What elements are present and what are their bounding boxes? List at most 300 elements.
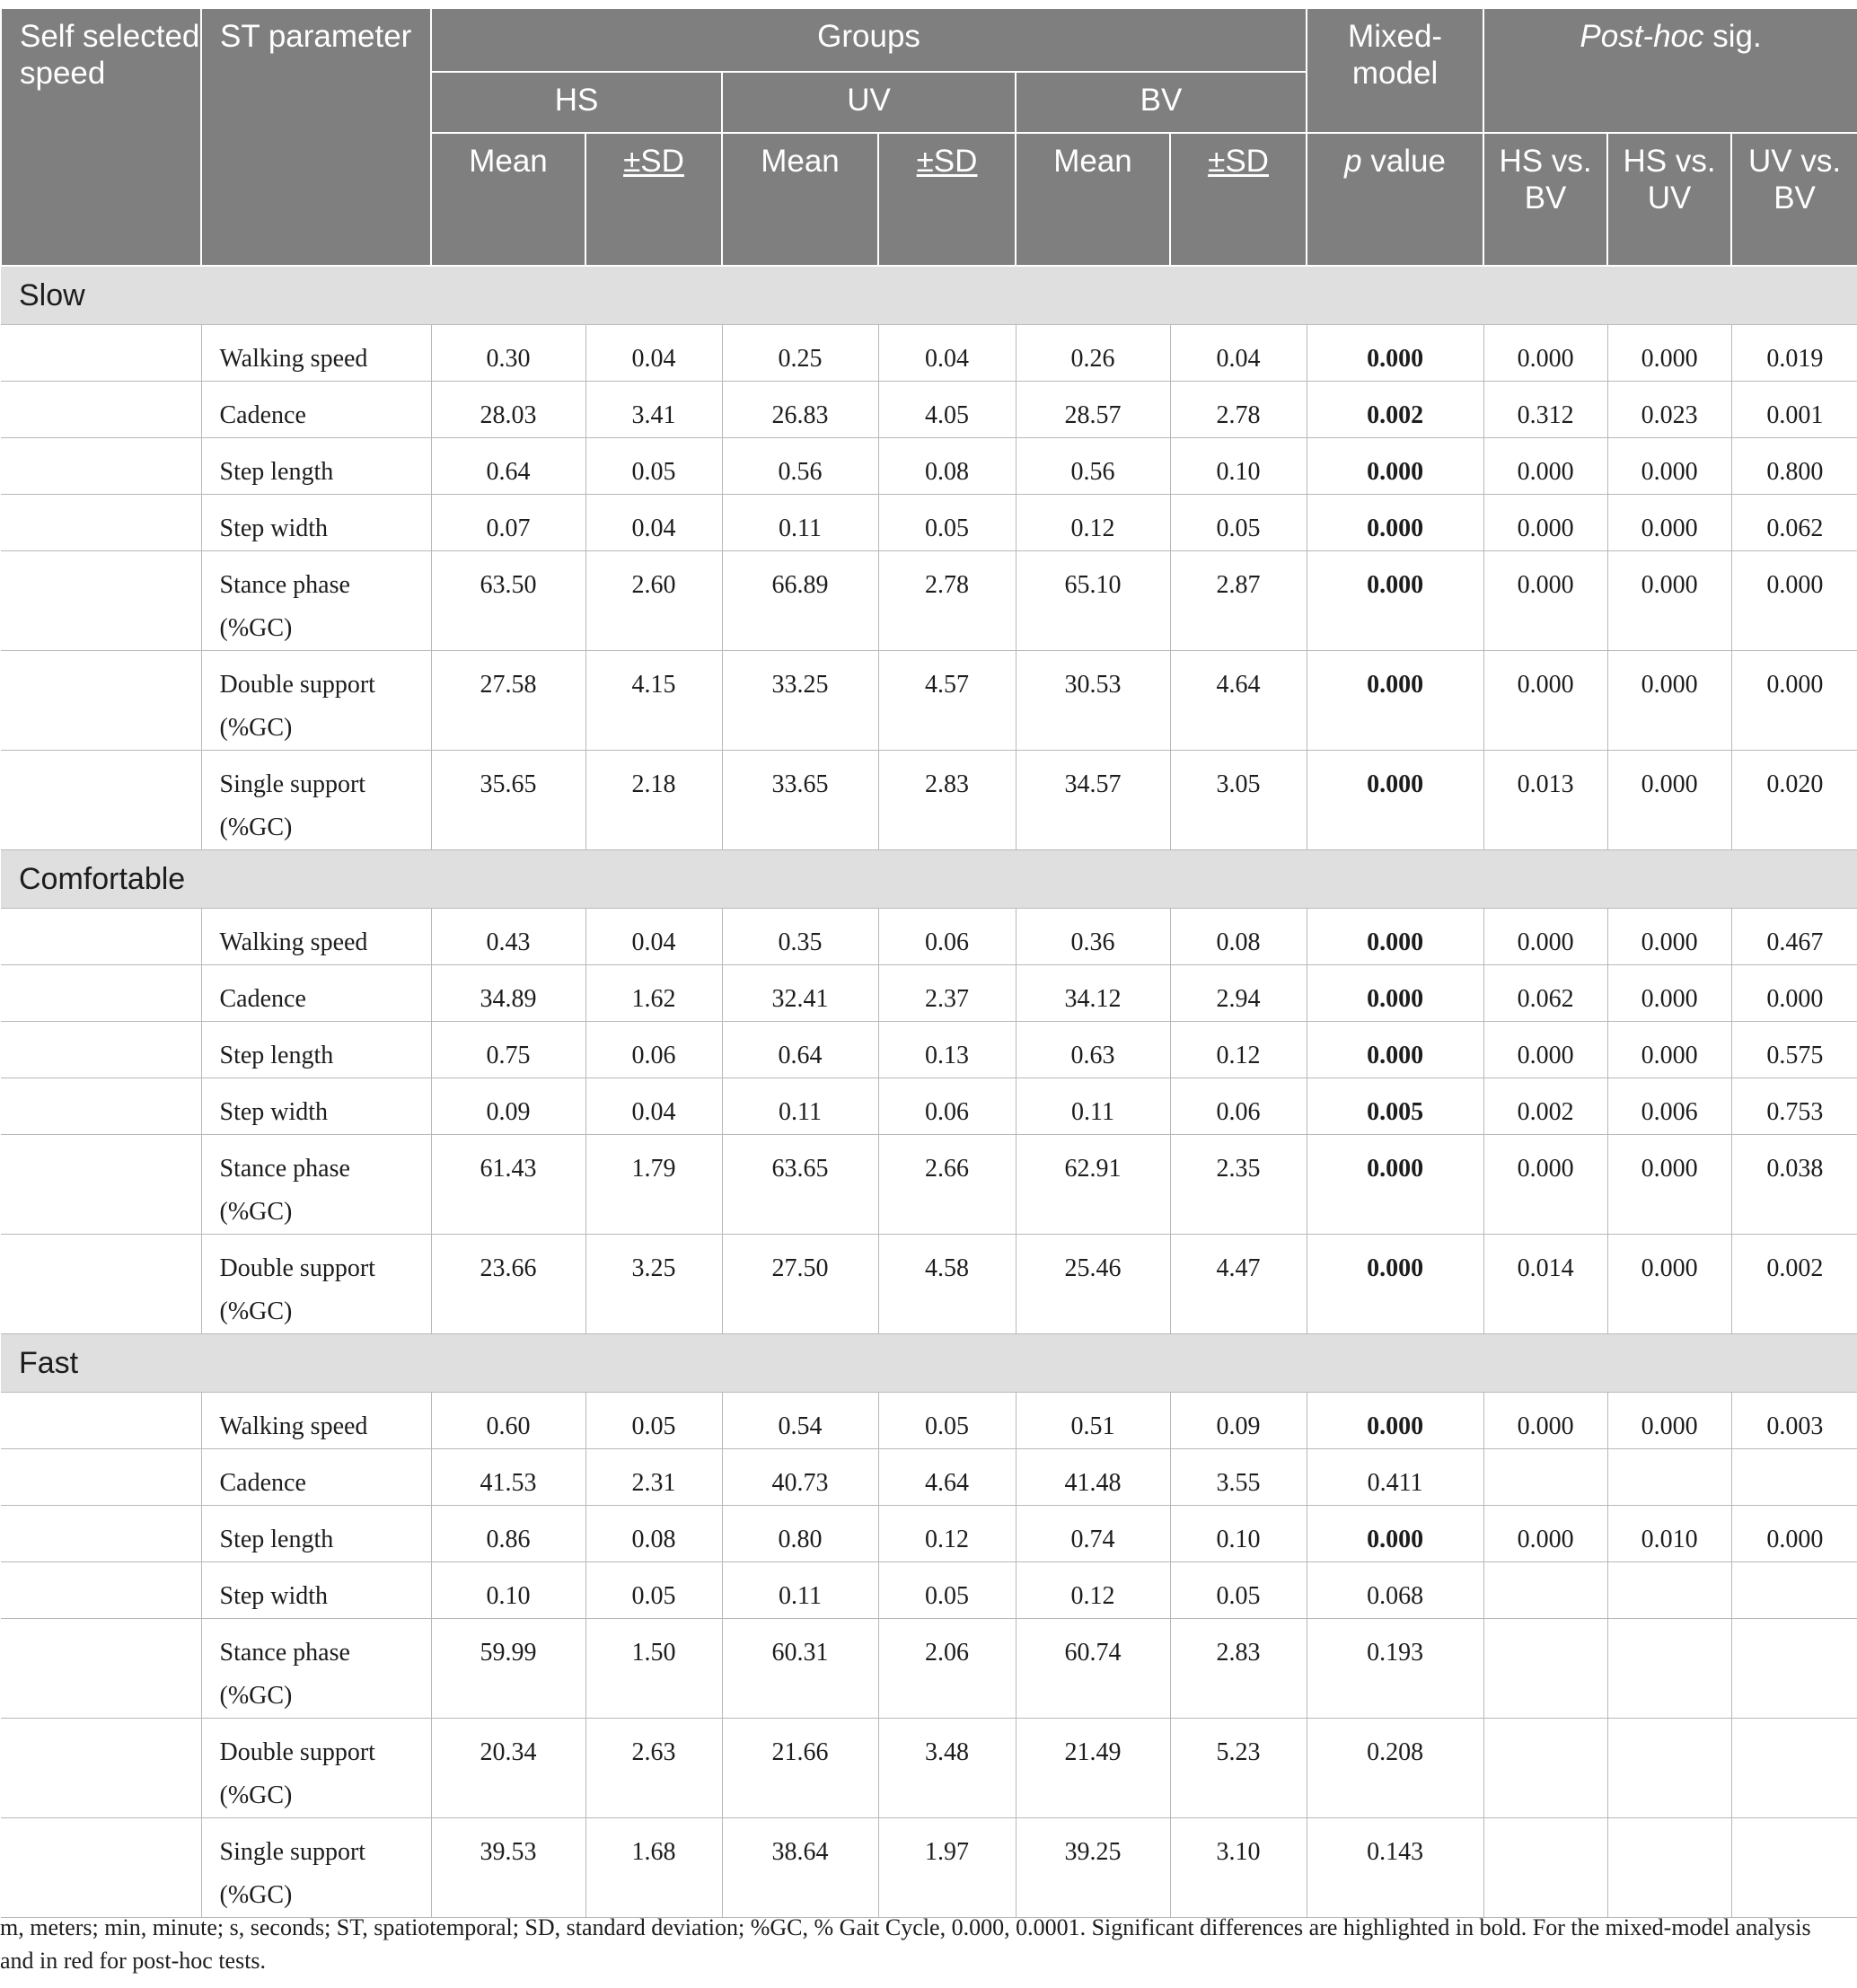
speed-cell bbox=[1, 1719, 201, 1818]
header-mixed-model: Mixed-model bbox=[1307, 8, 1483, 133]
posthoc-uv-vs-bv-cell: 0.753 bbox=[1731, 1078, 1857, 1135]
st-parameter-cell bbox=[201, 1393, 431, 1449]
hs-mean-cell: 0.64 bbox=[431, 438, 585, 495]
table-row bbox=[1, 1719, 1857, 1818]
uv-mean-cell: 33.65 bbox=[722, 751, 878, 850]
uv-mean-cell: 0.25 bbox=[722, 325, 878, 382]
uv-mean-cell: 0.11 bbox=[722, 1562, 878, 1619]
hs-mean-cell: 27.58 bbox=[431, 651, 585, 751]
uv-mean-cell: 32.41 bbox=[722, 965, 878, 1022]
posthoc-hs-vs-uv-cell bbox=[1607, 1619, 1731, 1719]
bv-sd-cell: 0.10 bbox=[1170, 438, 1307, 495]
header-bv-sd bbox=[1170, 133, 1307, 266]
uv-mean-cell: 0.11 bbox=[722, 1078, 878, 1135]
table-row bbox=[1, 1619, 1857, 1719]
hs-mean-cell: 61.43 bbox=[431, 1135, 585, 1235]
table-row bbox=[1, 551, 1857, 651]
st-parameter-cell bbox=[201, 965, 431, 1022]
table-row bbox=[1, 1506, 1857, 1562]
uv-sd-cell: 4.58 bbox=[878, 1235, 1016, 1334]
table-row bbox=[1, 1135, 1857, 1235]
section-row bbox=[1, 850, 1857, 909]
bv-mean-cell: 41.48 bbox=[1016, 1449, 1170, 1506]
st-parameter-unit: (%GC) bbox=[219, 1198, 293, 1226]
hs-mean-cell: 0.07 bbox=[431, 495, 585, 551]
posthoc-uv-vs-bv-cell: 0.000 bbox=[1731, 965, 1857, 1022]
mixed-model-p-cell: 0.000 bbox=[1307, 325, 1483, 382]
bv-sd-cell: 4.47 bbox=[1170, 1235, 1307, 1334]
speed-cell bbox=[1, 651, 201, 751]
st-parameter-label: Stance phase bbox=[219, 1155, 350, 1183]
posthoc-hs-vs-bv-cell: 0.000 bbox=[1483, 551, 1607, 651]
st-parameter-cell bbox=[201, 1022, 431, 1078]
section-row bbox=[1, 266, 1857, 325]
posthoc-hs-vs-bv-cell: 0.000 bbox=[1483, 438, 1607, 495]
bv-mean-cell: 0.11 bbox=[1016, 1078, 1170, 1135]
posthoc-hs-vs-uv-cell bbox=[1607, 1719, 1731, 1818]
uv-sd-cell: 1.97 bbox=[878, 1818, 1016, 1918]
posthoc-uv-vs-bv-cell: 0.001 bbox=[1731, 382, 1857, 438]
bv-sd-cell: 0.06 bbox=[1170, 1078, 1307, 1135]
st-parameter-label: Cadence bbox=[219, 985, 306, 1013]
posthoc-hs-vs-uv-cell: 0.000 bbox=[1607, 325, 1731, 382]
hs-mean-cell: 39.53 bbox=[431, 1818, 585, 1918]
bv-sd-cell: 3.55 bbox=[1170, 1449, 1307, 1506]
bv-mean-cell: 28.57 bbox=[1016, 382, 1170, 438]
mixed-model-p-cell: 0.000 bbox=[1307, 1235, 1483, 1334]
posthoc-hs-vs-bv-cell: 0.000 bbox=[1483, 1393, 1607, 1449]
hs-mean-cell: 0.09 bbox=[431, 1078, 585, 1135]
posthoc-uv-vs-bv-cell: 0.002 bbox=[1731, 1235, 1857, 1334]
hs-sd-cell: 1.68 bbox=[585, 1818, 722, 1918]
st-parameter-unit: (%GC) bbox=[219, 714, 293, 742]
posthoc-hs-vs-bv-cell bbox=[1483, 1562, 1607, 1619]
bv-sd-cell: 2.78 bbox=[1170, 382, 1307, 438]
st-parameter-label: Walking speed bbox=[219, 1412, 368, 1440]
table-row bbox=[1, 495, 1857, 551]
mixed-model-p-cell: 0.000 bbox=[1307, 965, 1483, 1022]
st-parameter-label: Walking speed bbox=[219, 345, 368, 373]
bv-mean-cell: 0.51 bbox=[1016, 1393, 1170, 1449]
speed-cell bbox=[1, 382, 201, 438]
mixed-model-p-cell: 0.143 bbox=[1307, 1818, 1483, 1918]
posthoc-hs-vs-uv-cell: 0.000 bbox=[1607, 1235, 1731, 1334]
bv-mean-cell: 0.12 bbox=[1016, 495, 1170, 551]
posthoc-hs-vs-uv-cell: 0.000 bbox=[1607, 1022, 1731, 1078]
header-hs-sd-label: ±SD bbox=[623, 144, 684, 179]
hs-sd-cell: 3.25 bbox=[585, 1235, 722, 1334]
st-parameter-cell bbox=[201, 551, 431, 651]
bv-sd-cell: 0.12 bbox=[1170, 1022, 1307, 1078]
mixed-model-p-cell: 0.000 bbox=[1307, 495, 1483, 551]
hs-sd-cell: 0.06 bbox=[585, 1022, 722, 1078]
hs-mean-cell: 0.30 bbox=[431, 325, 585, 382]
posthoc-uv-vs-bv-cell bbox=[1731, 1719, 1857, 1818]
posthoc-hs-vs-uv-cell: 0.000 bbox=[1607, 495, 1731, 551]
st-parameter-label: Double support bbox=[219, 1738, 375, 1766]
st-parameter-label: Step length bbox=[219, 1526, 334, 1553]
hs-mean-cell: 0.43 bbox=[431, 909, 585, 965]
st-parameter-cell bbox=[201, 651, 431, 751]
posthoc-hs-vs-uv-cell: 0.000 bbox=[1607, 551, 1731, 651]
posthoc-uv-vs-bv-cell: 0.800 bbox=[1731, 438, 1857, 495]
bv-sd-cell: 2.87 bbox=[1170, 551, 1307, 651]
table-row bbox=[1, 438, 1857, 495]
header-uv-vs-bv: UV vs. BV bbox=[1731, 133, 1857, 266]
mixed-model-p-cell: 0.000 bbox=[1307, 909, 1483, 965]
hs-sd-cell: 2.60 bbox=[585, 551, 722, 651]
speed-cell bbox=[1, 1506, 201, 1562]
speed-cell bbox=[1, 1135, 201, 1235]
posthoc-hs-vs-bv-cell: 0.000 bbox=[1483, 1506, 1607, 1562]
bv-sd-cell: 2.94 bbox=[1170, 965, 1307, 1022]
uv-sd-cell: 2.06 bbox=[878, 1619, 1016, 1719]
hs-mean-cell: 0.10 bbox=[431, 1562, 585, 1619]
speed-cell bbox=[1, 1619, 201, 1719]
speed-cell bbox=[1, 495, 201, 551]
bv-sd-cell: 0.04 bbox=[1170, 325, 1307, 382]
bv-sd-cell: 0.08 bbox=[1170, 909, 1307, 965]
st-parameter-label: Stance phase bbox=[219, 1639, 350, 1667]
speed-cell bbox=[1, 1562, 201, 1619]
hs-mean-cell: 23.66 bbox=[431, 1235, 585, 1334]
posthoc-hs-vs-bv-cell: 0.062 bbox=[1483, 965, 1607, 1022]
table-row bbox=[1, 751, 1857, 850]
posthoc-uv-vs-bv-cell: 0.038 bbox=[1731, 1135, 1857, 1235]
speed-cell bbox=[1, 1818, 201, 1918]
section-label: Slow bbox=[1, 266, 1857, 325]
hs-sd-cell: 0.05 bbox=[585, 1562, 722, 1619]
hs-sd-cell: 2.18 bbox=[585, 751, 722, 850]
st-parameter-label: Single support bbox=[219, 1838, 366, 1866]
posthoc-hs-vs-uv-cell: 0.000 bbox=[1607, 965, 1731, 1022]
posthoc-hs-vs-uv-cell: 0.010 bbox=[1607, 1506, 1731, 1562]
uv-sd-cell: 4.05 bbox=[878, 382, 1016, 438]
uv-mean-cell: 21.66 bbox=[722, 1719, 878, 1818]
bv-mean-cell: 0.74 bbox=[1016, 1506, 1170, 1562]
header-group-hs: HS bbox=[431, 72, 722, 133]
uv-mean-cell: 60.31 bbox=[722, 1619, 878, 1719]
speed-cell bbox=[1, 1393, 201, 1449]
posthoc-uv-vs-bv-cell: 0.003 bbox=[1731, 1393, 1857, 1449]
hs-sd-cell: 0.04 bbox=[585, 325, 722, 382]
posthoc-uv-vs-bv-cell bbox=[1731, 1619, 1857, 1719]
st-parameter-cell bbox=[201, 1619, 431, 1719]
bv-sd-cell: 5.23 bbox=[1170, 1719, 1307, 1818]
uv-sd-cell: 2.37 bbox=[878, 965, 1016, 1022]
bv-sd-cell: 2.83 bbox=[1170, 1619, 1307, 1719]
st-parameter-label: Step length bbox=[219, 1042, 334, 1069]
st-parameter-cell bbox=[201, 382, 431, 438]
st-parameter-label: Double support bbox=[219, 1254, 375, 1282]
uv-sd-cell: 0.13 bbox=[878, 1022, 1016, 1078]
footnote-line-1: m, meters; min, minute; s, seconds; ST, spatiotemporal; SD, standard deviation; %GC, % Gait Cycle, 0.000, 0.0001. Significant differences are highlighted in bold. For the mixed-model analysis bbox=[0, 1914, 1811, 1940]
bv-mean-cell: 0.26 bbox=[1016, 325, 1170, 382]
posthoc-uv-vs-bv-cell: 0.019 bbox=[1731, 325, 1857, 382]
header-p-italic: p bbox=[1344, 144, 1362, 179]
table-row bbox=[1, 909, 1857, 965]
uv-sd-cell: 4.64 bbox=[878, 1449, 1016, 1506]
header-bv-sd-label: ±SD bbox=[1208, 144, 1269, 179]
posthoc-uv-vs-bv-cell bbox=[1731, 1818, 1857, 1918]
st-parameter-label: Stance phase bbox=[219, 571, 350, 599]
st-parameter-cell bbox=[201, 909, 431, 965]
bv-mean-cell: 0.56 bbox=[1016, 438, 1170, 495]
posthoc-hs-vs-bv-cell: 0.013 bbox=[1483, 751, 1607, 850]
st-parameter-label: Step width bbox=[219, 1582, 329, 1610]
bv-mean-cell: 30.53 bbox=[1016, 651, 1170, 751]
speed-cell bbox=[1, 438, 201, 495]
bv-sd-cell: 0.05 bbox=[1170, 495, 1307, 551]
header-uv-sd-label: ±SD bbox=[916, 144, 978, 179]
st-parameter-cell bbox=[201, 1078, 431, 1135]
st-parameter-unit: (%GC) bbox=[219, 1881, 293, 1909]
st-parameter-label: Double support bbox=[219, 671, 375, 699]
results-table bbox=[0, 7, 1857, 1918]
table-row bbox=[1, 1818, 1857, 1918]
bv-sd-cell: 3.05 bbox=[1170, 751, 1307, 850]
uv-sd-cell: 0.05 bbox=[878, 1393, 1016, 1449]
bv-mean-cell: 21.49 bbox=[1016, 1719, 1170, 1818]
mixed-model-p-cell: 0.000 bbox=[1307, 551, 1483, 651]
uv-mean-cell: 0.64 bbox=[722, 1022, 878, 1078]
st-parameter-cell bbox=[201, 1562, 431, 1619]
st-parameter-label: Step length bbox=[219, 458, 334, 486]
st-parameter-cell bbox=[201, 325, 431, 382]
section-row bbox=[1, 1334, 1857, 1393]
st-parameter-unit: (%GC) bbox=[219, 1297, 293, 1325]
hs-sd-cell: 1.50 bbox=[585, 1619, 722, 1719]
posthoc-uv-vs-bv-cell bbox=[1731, 1562, 1857, 1619]
uv-mean-cell: 0.35 bbox=[722, 909, 878, 965]
hs-sd-cell: 0.04 bbox=[585, 909, 722, 965]
header-hs-vs-bv: HS vs. BV bbox=[1483, 133, 1607, 266]
st-parameter-cell bbox=[201, 495, 431, 551]
hs-sd-cell: 1.62 bbox=[585, 965, 722, 1022]
bv-sd-cell: 0.05 bbox=[1170, 1562, 1307, 1619]
posthoc-hs-vs-uv-cell: 0.000 bbox=[1607, 438, 1731, 495]
bv-mean-cell: 34.57 bbox=[1016, 751, 1170, 850]
mixed-model-p-cell: 0.000 bbox=[1307, 751, 1483, 850]
st-parameter-label: Walking speed bbox=[219, 928, 368, 956]
posthoc-uv-vs-bv-cell: 0.062 bbox=[1731, 495, 1857, 551]
posthoc-hs-vs-bv-cell: 0.000 bbox=[1483, 1022, 1607, 1078]
hs-mean-cell: 20.34 bbox=[431, 1719, 585, 1818]
footnote-line-2: and in red for post-hoc tests. bbox=[0, 1948, 267, 1974]
posthoc-uv-vs-bv-cell: 0.020 bbox=[1731, 751, 1857, 850]
uv-sd-cell: 4.57 bbox=[878, 651, 1016, 751]
hs-mean-cell: 0.86 bbox=[431, 1506, 585, 1562]
posthoc-hs-vs-uv-cell bbox=[1607, 1449, 1731, 1506]
st-parameter-label: Step width bbox=[219, 515, 329, 542]
hs-mean-cell: 28.03 bbox=[431, 382, 585, 438]
table-row bbox=[1, 1449, 1857, 1506]
uv-sd-cell: 2.66 bbox=[878, 1135, 1016, 1235]
uv-sd-cell: 0.05 bbox=[878, 495, 1016, 551]
mixed-model-p-cell: 0.000 bbox=[1307, 1393, 1483, 1449]
st-parameter-label: Cadence bbox=[219, 401, 306, 429]
bv-mean-cell: 34.12 bbox=[1016, 965, 1170, 1022]
posthoc-hs-vs-bv-cell bbox=[1483, 1818, 1607, 1918]
uv-mean-cell: 0.54 bbox=[722, 1393, 878, 1449]
posthoc-hs-vs-bv-cell: 0.014 bbox=[1483, 1235, 1607, 1334]
bv-sd-cell: 2.35 bbox=[1170, 1135, 1307, 1235]
table-row bbox=[1, 1022, 1857, 1078]
uv-sd-cell: 0.06 bbox=[878, 909, 1016, 965]
uv-sd-cell: 0.08 bbox=[878, 438, 1016, 495]
mixed-model-p-cell: 0.005 bbox=[1307, 1078, 1483, 1135]
table-row bbox=[1, 1393, 1857, 1449]
speed-cell bbox=[1, 1022, 201, 1078]
hs-mean-cell: 34.89 bbox=[431, 965, 585, 1022]
posthoc-hs-vs-uv-cell: 0.000 bbox=[1607, 751, 1731, 850]
hs-sd-cell: 4.15 bbox=[585, 651, 722, 751]
mixed-model-p-cell: 0.411 bbox=[1307, 1449, 1483, 1506]
st-parameter-cell bbox=[201, 1235, 431, 1334]
posthoc-hs-vs-uv-cell: 0.000 bbox=[1607, 1393, 1731, 1449]
bv-mean-cell: 60.74 bbox=[1016, 1619, 1170, 1719]
st-parameter-cell bbox=[201, 751, 431, 850]
header-st-parameter: ST parameter bbox=[201, 8, 431, 266]
posthoc-uv-vs-bv-cell: 0.575 bbox=[1731, 1022, 1857, 1078]
st-parameter-unit: (%GC) bbox=[219, 614, 293, 642]
mixed-model-p-cell: 0.000 bbox=[1307, 1022, 1483, 1078]
posthoc-hs-vs-bv-cell: 0.000 bbox=[1483, 325, 1607, 382]
posthoc-hs-vs-bv-cell: 0.312 bbox=[1483, 382, 1607, 438]
st-parameter-label: Cadence bbox=[219, 1469, 306, 1497]
table-body bbox=[1, 266, 1857, 1918]
st-parameter-cell bbox=[201, 1719, 431, 1818]
section-label: Comfortable bbox=[1, 850, 1857, 909]
uv-sd-cell: 0.05 bbox=[878, 1562, 1016, 1619]
header-posthoc bbox=[1483, 8, 1857, 133]
header-hs-sd bbox=[585, 133, 722, 266]
st-parameter-cell bbox=[201, 1135, 431, 1235]
header-p-value bbox=[1307, 133, 1483, 266]
hs-sd-cell: 0.08 bbox=[585, 1506, 722, 1562]
header-bv-mean: Mean bbox=[1016, 133, 1170, 266]
uv-mean-cell: 66.89 bbox=[722, 551, 878, 651]
uv-sd-cell: 0.12 bbox=[878, 1506, 1016, 1562]
header-p-rest: value bbox=[1361, 144, 1446, 179]
posthoc-hs-vs-bv-cell: 0.000 bbox=[1483, 495, 1607, 551]
uv-sd-cell: 0.06 bbox=[878, 1078, 1016, 1135]
posthoc-hs-vs-bv-cell: 0.000 bbox=[1483, 1135, 1607, 1235]
speed-cell bbox=[1, 551, 201, 651]
posthoc-hs-vs-uv-cell: 0.023 bbox=[1607, 382, 1731, 438]
header-posthoc-italic: Post-hoc bbox=[1580, 19, 1704, 54]
st-parameter-cell bbox=[201, 1506, 431, 1562]
header-group-uv: UV bbox=[722, 72, 1016, 133]
hs-sd-cell: 1.79 bbox=[585, 1135, 722, 1235]
table-row bbox=[1, 1078, 1857, 1135]
uv-mean-cell: 33.25 bbox=[722, 651, 878, 751]
hs-mean-cell: 0.75 bbox=[431, 1022, 585, 1078]
posthoc-hs-vs-uv-cell: 0.000 bbox=[1607, 909, 1731, 965]
st-parameter-cell bbox=[201, 1818, 431, 1918]
header-uv-mean: Mean bbox=[722, 133, 878, 266]
uv-mean-cell: 38.64 bbox=[722, 1818, 878, 1918]
posthoc-uv-vs-bv-cell: 0.000 bbox=[1731, 1506, 1857, 1562]
hs-sd-cell: 2.31 bbox=[585, 1449, 722, 1506]
uv-mean-cell: 0.11 bbox=[722, 495, 878, 551]
mixed-model-p-cell: 0.002 bbox=[1307, 382, 1483, 438]
posthoc-uv-vs-bv-cell: 0.000 bbox=[1731, 551, 1857, 651]
uv-sd-cell: 3.48 bbox=[878, 1719, 1016, 1818]
posthoc-uv-vs-bv-cell: 0.000 bbox=[1731, 651, 1857, 751]
hs-mean-cell: 63.50 bbox=[431, 551, 585, 651]
uv-mean-cell: 63.65 bbox=[722, 1135, 878, 1235]
speed-cell bbox=[1, 325, 201, 382]
speed-cell bbox=[1, 965, 201, 1022]
hs-sd-cell: 2.63 bbox=[585, 1719, 722, 1818]
posthoc-hs-vs-bv-cell: 0.002 bbox=[1483, 1078, 1607, 1135]
mixed-model-p-cell: 0.068 bbox=[1307, 1562, 1483, 1619]
bv-mean-cell: 0.63 bbox=[1016, 1022, 1170, 1078]
uv-sd-cell: 2.83 bbox=[878, 751, 1016, 850]
st-parameter-unit: (%GC) bbox=[219, 1781, 293, 1809]
table-row bbox=[1, 325, 1857, 382]
bv-sd-cell: 4.64 bbox=[1170, 651, 1307, 751]
posthoc-hs-vs-uv-cell bbox=[1607, 1818, 1731, 1918]
speed-cell bbox=[1, 751, 201, 850]
table-header bbox=[1, 8, 1857, 266]
uv-mean-cell: 40.73 bbox=[722, 1449, 878, 1506]
bv-mean-cell: 65.10 bbox=[1016, 551, 1170, 651]
mixed-model-p-cell: 0.208 bbox=[1307, 1719, 1483, 1818]
header-posthoc-rest: sig. bbox=[1703, 19, 1762, 54]
table-row bbox=[1, 382, 1857, 438]
st-parameter-cell bbox=[201, 438, 431, 495]
mixed-model-p-cell: 0.000 bbox=[1307, 1506, 1483, 1562]
table-row bbox=[1, 1235, 1857, 1334]
uv-sd-cell: 0.04 bbox=[878, 325, 1016, 382]
bv-mean-cell: 62.91 bbox=[1016, 1135, 1170, 1235]
table-footnote bbox=[0, 1911, 1857, 1977]
mixed-model-p-cell: 0.000 bbox=[1307, 438, 1483, 495]
speed-cell bbox=[1, 1235, 201, 1334]
hs-mean-cell: 35.65 bbox=[431, 751, 585, 850]
bv-mean-cell: 39.25 bbox=[1016, 1818, 1170, 1918]
posthoc-hs-vs-bv-cell bbox=[1483, 1719, 1607, 1818]
uv-mean-cell: 26.83 bbox=[722, 382, 878, 438]
speed-cell bbox=[1, 1449, 201, 1506]
hs-sd-cell: 0.04 bbox=[585, 1078, 722, 1135]
posthoc-hs-vs-uv-cell: 0.006 bbox=[1607, 1078, 1731, 1135]
uv-mean-cell: 0.56 bbox=[722, 438, 878, 495]
st-parameter-label: Step width bbox=[219, 1098, 329, 1126]
mixed-model-p-cell: 0.000 bbox=[1307, 1135, 1483, 1235]
bv-sd-cell: 3.10 bbox=[1170, 1818, 1307, 1918]
header-hs-vs-uv: HS vs. UV bbox=[1607, 133, 1731, 266]
bv-mean-cell: 0.12 bbox=[1016, 1562, 1170, 1619]
uv-mean-cell: 0.80 bbox=[722, 1506, 878, 1562]
hs-mean-cell: 59.99 bbox=[431, 1619, 585, 1719]
hs-mean-cell: 0.60 bbox=[431, 1393, 585, 1449]
st-parameter-cell bbox=[201, 1449, 431, 1506]
mixed-model-p-cell: 0.193 bbox=[1307, 1619, 1483, 1719]
posthoc-hs-vs-uv-cell bbox=[1607, 1562, 1731, 1619]
header-self-selected-speed: Self selected speed bbox=[1, 8, 201, 266]
posthoc-hs-vs-bv-cell: 0.000 bbox=[1483, 651, 1607, 751]
posthoc-hs-vs-bv-cell bbox=[1483, 1449, 1607, 1506]
posthoc-hs-vs-uv-cell: 0.000 bbox=[1607, 651, 1731, 751]
uv-mean-cell: 27.50 bbox=[722, 1235, 878, 1334]
table-row bbox=[1, 651, 1857, 751]
hs-sd-cell: 0.04 bbox=[585, 495, 722, 551]
posthoc-uv-vs-bv-cell bbox=[1731, 1449, 1857, 1506]
hs-mean-cell: 41.53 bbox=[431, 1449, 585, 1506]
